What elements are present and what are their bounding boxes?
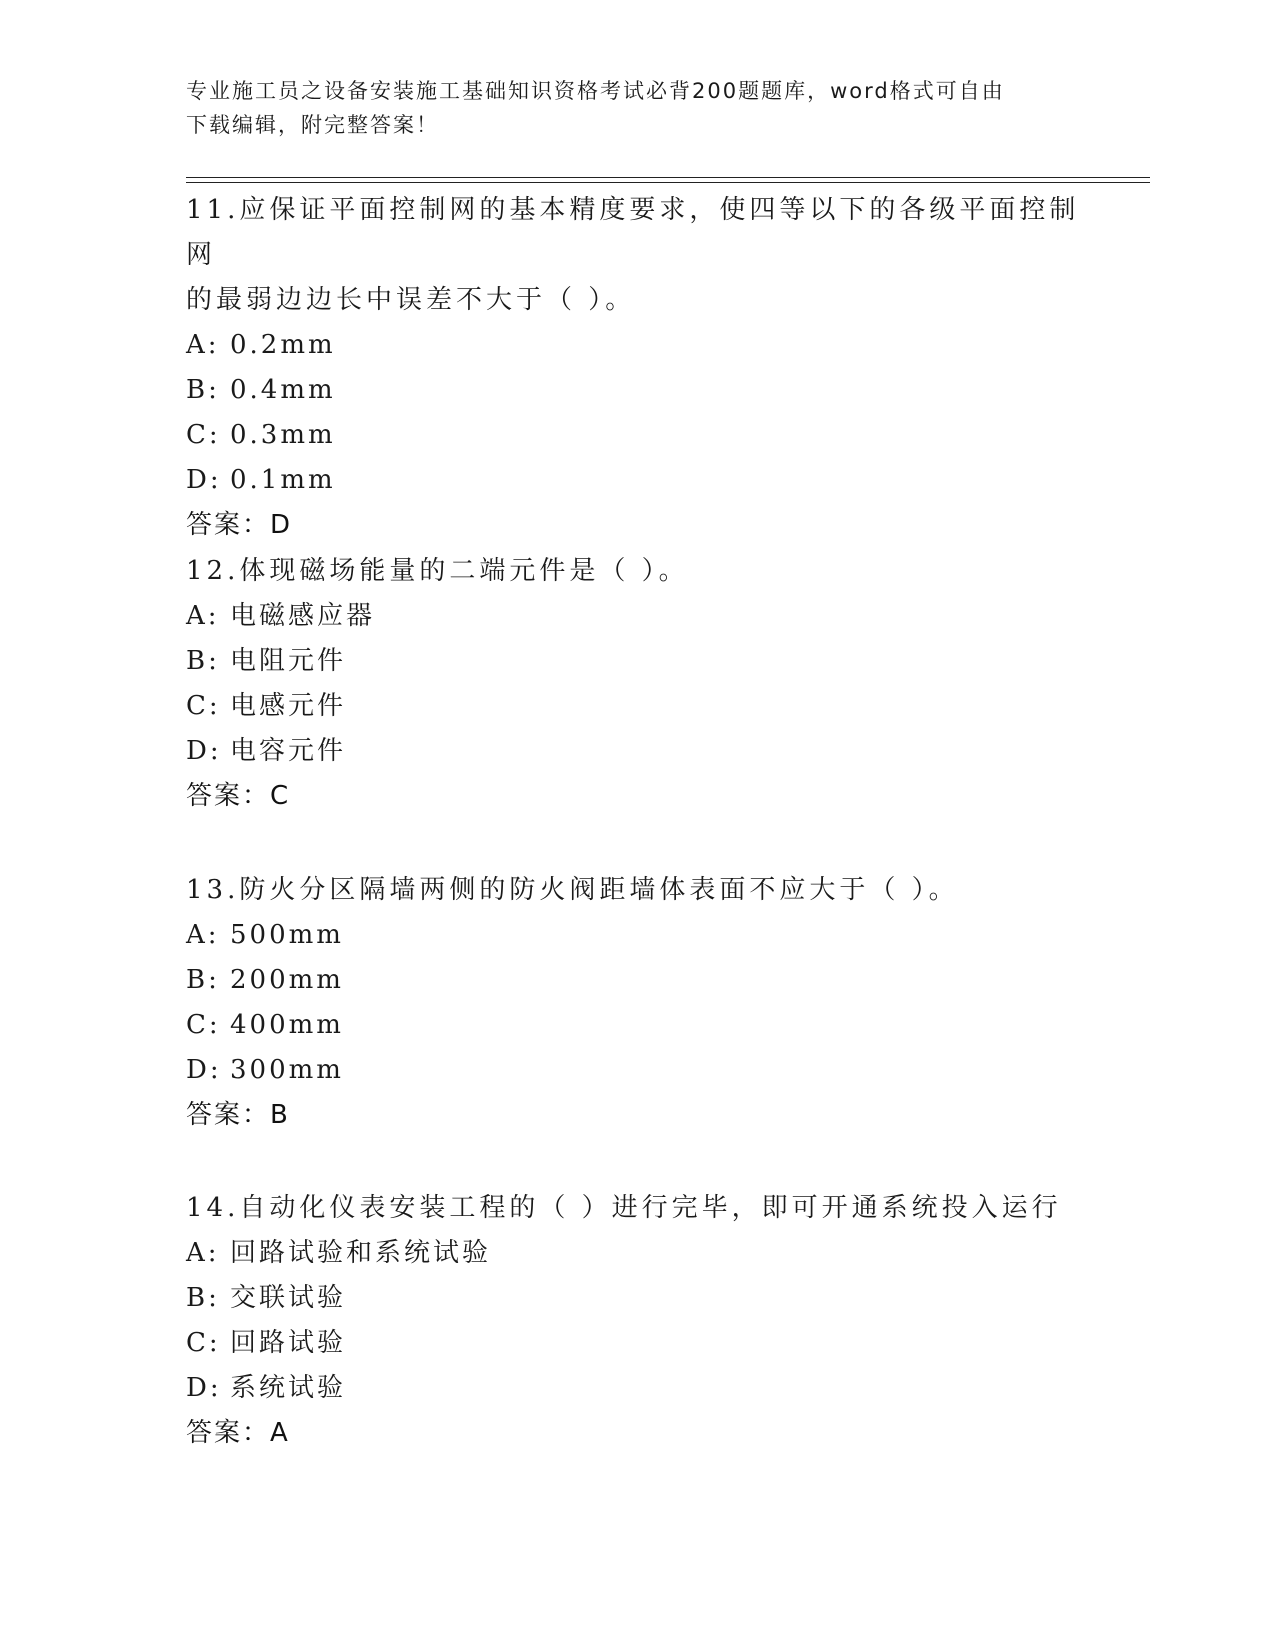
question-12 [186, 549, 1086, 819]
header-divider-bottom [186, 182, 1150, 183]
option-text: 交联试验 [230, 1283, 347, 1313]
option-text: 200mm [230, 965, 344, 995]
option-letter: D: [186, 1373, 222, 1403]
question-stem-continued: 的最弱边边长中误差不大于（ ）。 [186, 285, 636, 315]
option-text: 电阻元件 [230, 646, 347, 676]
option-letter: D: [186, 465, 222, 495]
option-a [186, 913, 1086, 958]
option-text: 回路试验和系统试验 [230, 1238, 492, 1268]
option-d [186, 1366, 1086, 1411]
option-letter: B: [186, 646, 220, 676]
option-text: 400mm [230, 1010, 344, 1040]
question-14 [186, 1186, 1086, 1456]
option-b [186, 1276, 1086, 1321]
question-stem: 13.防火分区隔墙两侧的防火阀距墙体表面不应大于（ ）。 [186, 875, 959, 905]
answer-line: 答案：D [186, 510, 293, 540]
option-letter: A: [186, 920, 220, 950]
answer-line: 答案：B [186, 1100, 290, 1130]
option-text: 回路试验 [230, 1328, 347, 1358]
option-text: 0.2mm [230, 330, 336, 360]
option-letter: C: [186, 1010, 221, 1040]
document-header [186, 74, 1066, 142]
option-letter: B: [186, 965, 220, 995]
option-letter: A: [186, 1238, 220, 1268]
option-text: 300mm [230, 1055, 344, 1085]
option-letter: B: [186, 375, 220, 405]
option-letter: C: [186, 420, 221, 450]
question-stem: 12.体现磁场能量的二端元件是（ ）。 [186, 556, 689, 586]
header-line-1: 专业施工员之设备安装施工基础知识资格考试必背200题题库，word格式可自由 [186, 79, 1005, 103]
option-letter: C: [186, 1328, 221, 1358]
option-d [186, 458, 1086, 503]
option-d [186, 1048, 1086, 1093]
option-text: 系统试验 [230, 1373, 347, 1403]
question-stem: 11.应保证平面控制网的基本精度要求，使四等以下的各级平面控制网 [186, 195, 1080, 270]
option-text: 0.3mm [230, 420, 336, 450]
option-b [186, 958, 1086, 1003]
option-text: 0.4mm [230, 375, 336, 405]
option-text: 电磁感应器 [230, 601, 376, 631]
option-a [186, 1231, 1086, 1276]
option-c [186, 1321, 1086, 1366]
option-d [186, 729, 1086, 774]
option-text: 0.1mm [230, 465, 336, 495]
option-a [186, 594, 1086, 639]
answer-line: 答案：A [186, 1418, 290, 1448]
question-13 [186, 868, 1086, 1138]
option-b [186, 639, 1086, 684]
option-letter: B: [186, 1283, 220, 1313]
option-c [186, 1003, 1086, 1048]
option-text: 电感元件 [230, 691, 347, 721]
question-stem: 14.自动化仪表安装工程的（ ）进行完毕，即可开通系统投入运行 [186, 1193, 1062, 1223]
option-text: 电容元件 [230, 736, 347, 766]
option-c [186, 413, 1086, 458]
option-letter: A: [186, 601, 220, 631]
question-11 [186, 188, 1086, 548]
header-line-2: 下载编辑，附完整答案！ [186, 113, 439, 137]
option-letter: D: [186, 1055, 222, 1085]
option-b [186, 368, 1086, 413]
option-a [186, 323, 1086, 368]
option-letter: A: [186, 330, 220, 360]
option-c [186, 684, 1086, 729]
option-text: 500mm [230, 920, 344, 950]
header-divider-top [186, 177, 1150, 178]
option-letter: D: [186, 736, 222, 766]
option-letter: C: [186, 691, 221, 721]
answer-line: 答案：C [186, 781, 291, 811]
